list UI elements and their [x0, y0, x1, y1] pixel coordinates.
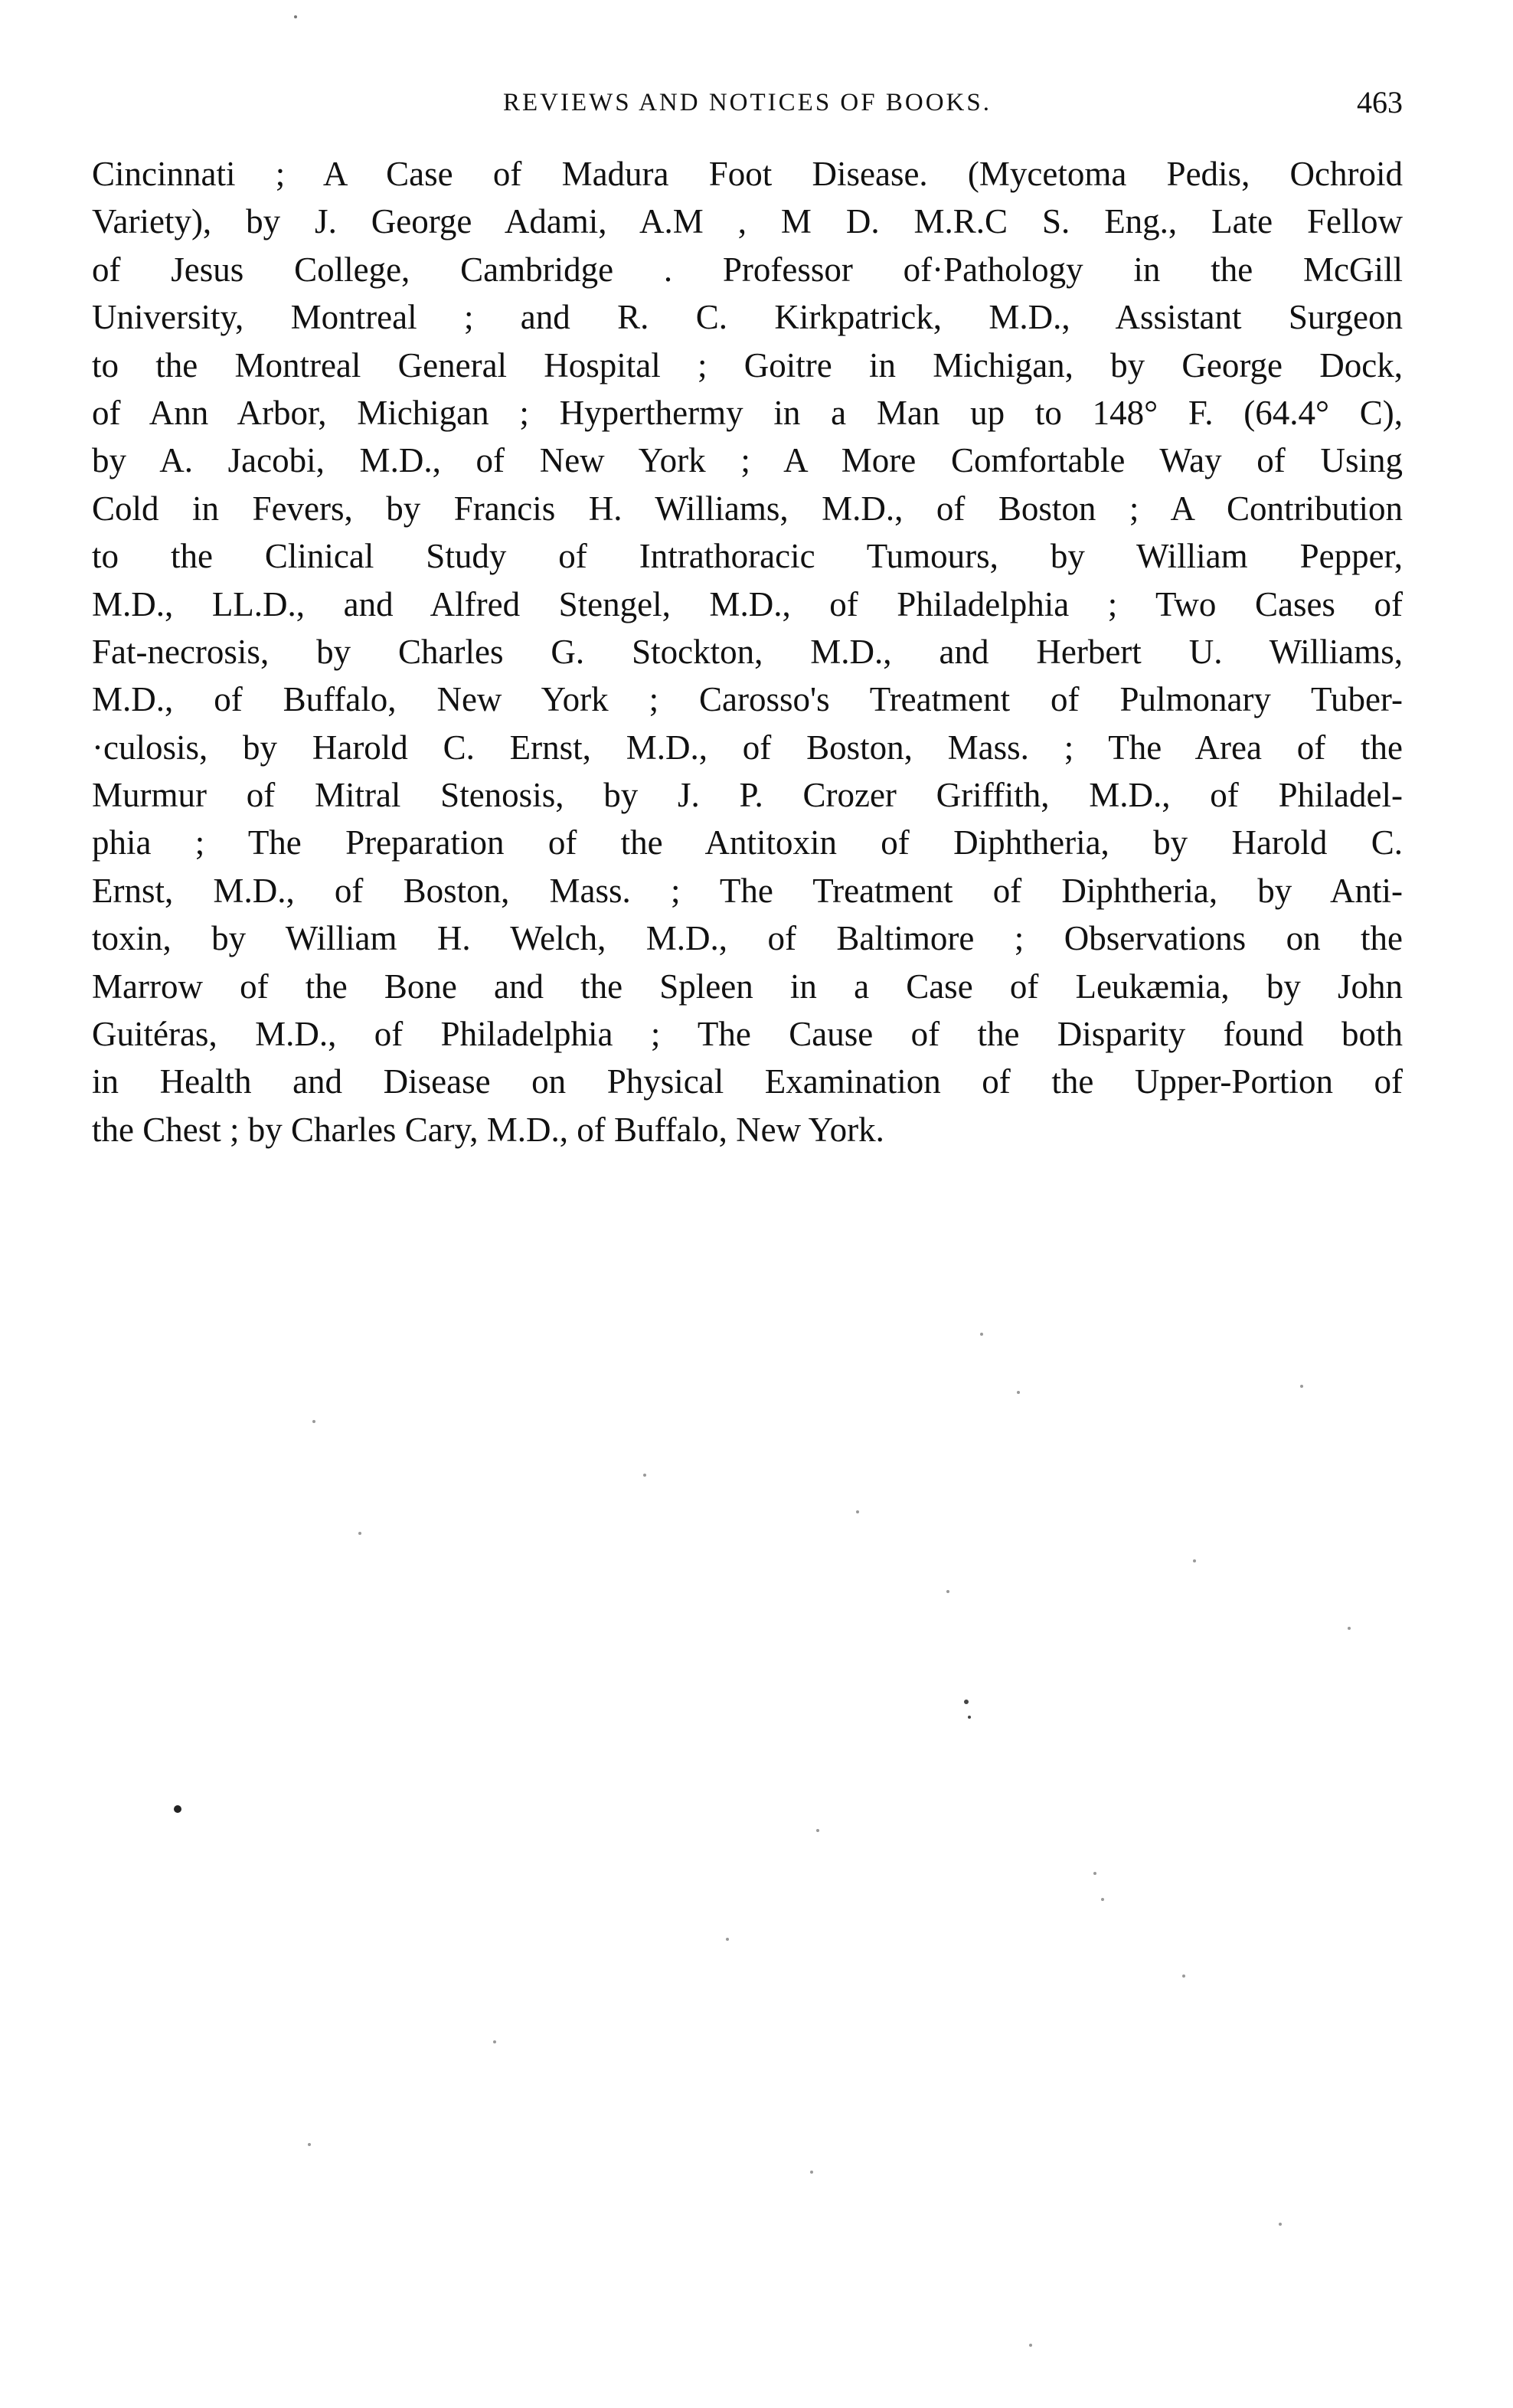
- body-paragraph: [92, 150, 1403, 1153]
- scan-speck: [1029, 2344, 1032, 2347]
- scan-speck: [810, 2171, 813, 2174]
- text-line: toxin, by William H. Welch, M.D., of Baltimore ; Observations on the: [92, 919, 1403, 958]
- text-line: ·culosis, by Harold C. Ernst, M.D., of Boston, Mass. ; The Area of the: [92, 728, 1403, 767]
- text-line: Murmur of Mitral Stenosis, by J. P. Crozer Griffith, M.D., of Philadel-: [92, 776, 1403, 815]
- scan-speck: [964, 1700, 969, 1704]
- scan-speck: [308, 2143, 311, 2146]
- scan-speck: [312, 1420, 315, 1423]
- text-line: phia ; The Preparation of the Antitoxin of Diphtheria, by Harold C.: [92, 823, 1403, 862]
- scan-speck: [493, 2040, 496, 2043]
- text-line: Marrow of the Bone and the Spleen in a Case of Leukæmia, by John: [92, 967, 1403, 1006]
- scan-speck: [643, 1474, 646, 1477]
- scan-speck: [174, 1805, 181, 1813]
- scan-speck: [1300, 1385, 1303, 1388]
- scan-speck: [980, 1333, 983, 1336]
- text-line: to the Montreal General Hospital ; Goitre in Michigan, by George Dock,: [92, 345, 1403, 384]
- running-title: REVIEWS AND NOTICES OF BOOKS.: [503, 89, 992, 116]
- scan-speck: [1093, 1872, 1096, 1875]
- text-line: of Ann Arbor, Michigan ; Hyperthermy in a Man up to 148° F. (64.4° C),: [92, 393, 1403, 432]
- text-line: Variety), by J. George Adami, A.M , M D. M.R.C S. Eng., Late Fellow: [92, 202, 1403, 241]
- scan-speck: [1348, 1627, 1351, 1630]
- text-line: of Jesus College, Cambridge . Professor of·Pathology in the McGill: [92, 250, 1403, 289]
- scan-speck: [294, 15, 297, 18]
- scan-speck: [726, 1938, 729, 1941]
- text-line: M.D., of Buffalo, New York ; Carosso's Treatment of Pulmonary Tuber-: [92, 680, 1403, 719]
- text-line: M.D., LL.D., and Alfred Stengel, M.D., of Philadelphia ; Two Cases of: [92, 584, 1403, 623]
- scan-speck: [1017, 1391, 1020, 1394]
- page-number: 463: [1357, 85, 1403, 119]
- text-line: Fat-necrosis, by Charles G. Stockton, M.D., and Herbert U. Williams,: [92, 632, 1403, 671]
- scan-speck: [1193, 1559, 1196, 1562]
- scan-speck: [946, 1590, 949, 1593]
- scan-speck: [968, 1716, 971, 1719]
- scan-speck: [1101, 1898, 1104, 1901]
- running-head: [92, 80, 1403, 126]
- text-line: in Health and Disease on Physical Examination of the Upper-Portion of: [92, 1062, 1403, 1101]
- scan-speck: [358, 1532, 361, 1535]
- text-line: by A. Jacobi, M.D., of New York ; A More Comfortable Way of Using: [92, 441, 1403, 480]
- scan-speck: [856, 1510, 859, 1513]
- text-line: Ernst, M.D., of Boston, Mass. ; The Treatment of Diphtheria, by Anti-: [92, 871, 1403, 910]
- scan-speck: [1182, 1974, 1185, 1978]
- text-line: to the Clinical Study of Intrathoracic Tumours, by William Pepper,: [92, 537, 1403, 576]
- text-line: Cold in Fevers, by Francis H. Williams, M.D., of Boston ; A Contribution: [92, 489, 1403, 528]
- scan-speck: [1279, 2223, 1282, 2226]
- text-line: Guitéras, M.D., of Philadelphia ; The Cause of the Disparity found both: [92, 1015, 1403, 1054]
- text-line: the Chest ; by Charles Cary, M.D., of Buffalo, New York.: [92, 1110, 884, 1149]
- text-line: University, Montreal ; and R. C. Kirkpatrick, M.D., Assistant Surgeon: [92, 298, 1403, 337]
- text-line: Cincinnati ; A Case of Madura Foot Disease. (Mycetoma Pedis, Ochroid: [92, 155, 1403, 193]
- scan-speck: [816, 1829, 819, 1832]
